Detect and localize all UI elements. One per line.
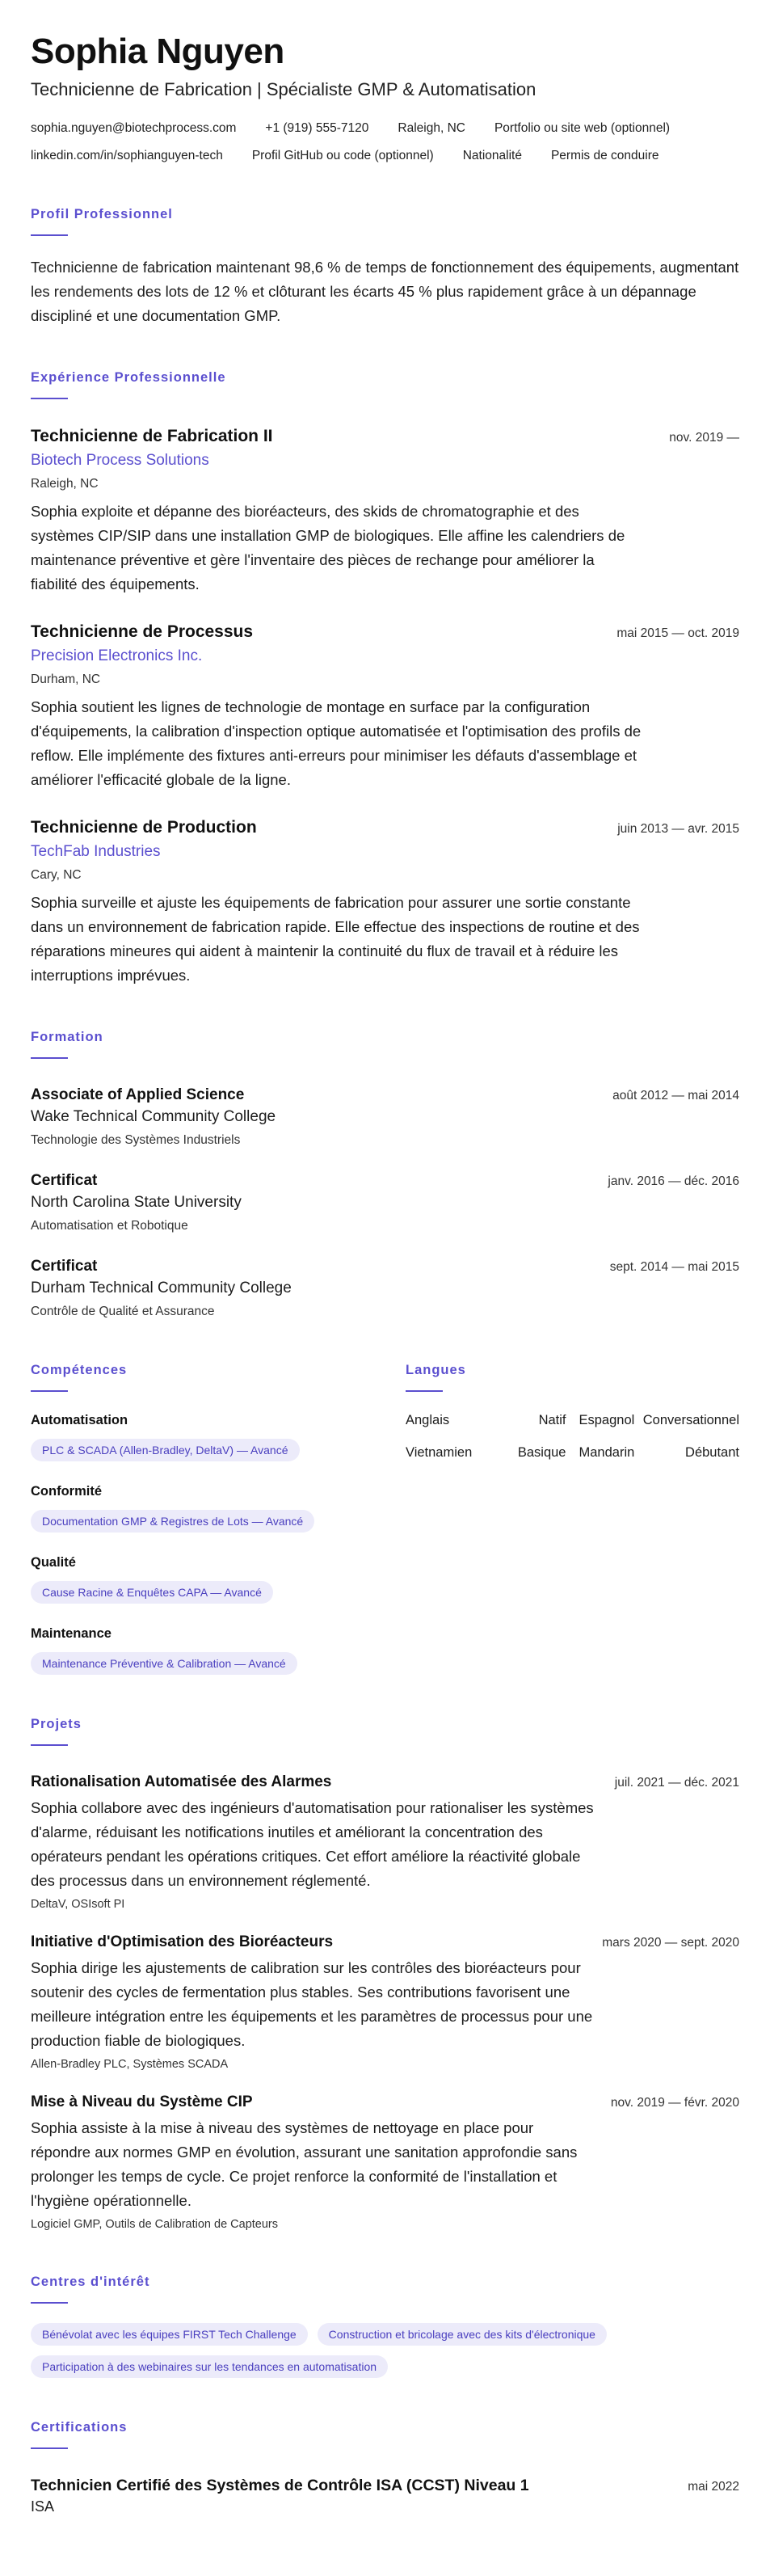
project-tech: Logiciel GMP, Outils de Calibration de Capteurs	[31, 2218, 279, 2231]
skill-category: Conformité	[31, 1484, 102, 1499]
language-level: Débutant	[685, 1445, 739, 1460]
section-divider	[31, 2447, 68, 2449]
section-title: Langues	[406, 1363, 466, 1377]
degree-title: Certificat	[31, 1258, 98, 1275]
field-of-study: Contrôle de Qualité et Assurance	[31, 1305, 215, 1318]
summary-text: Technicienne de fabrication maintenant 98,6 % de temps de fonctionnement des équipements, augmentant les rendements des lots de 12 % et clôturant les écarts 45 % plus rapidement grâce à un dépannage discipliné et une documentation GMP.	[31, 259, 739, 324]
section-divider	[31, 1744, 68, 1746]
language-name: Espagnol	[579, 1413, 635, 1427]
language-item	[579, 1444, 740, 1461]
field-of-study: Technologie des Systèmes Industriels	[31, 1133, 241, 1147]
school-name: Durham Technical Community College	[31, 1280, 292, 1296]
section-divider	[406, 1390, 443, 1392]
interests-section	[31, 2273, 739, 2378]
certification-issuer: ISA	[31, 2498, 55, 2515]
language-level: Basique	[517, 1445, 566, 1460]
experience-entry	[31, 621, 739, 792]
interest-chip: Bénévolat avec les équipes FIRST Tech Challenge	[31, 2323, 308, 2346]
company-name: Biotech Process Solutions	[31, 452, 209, 469]
section-title: Expérience Professionnelle	[31, 370, 226, 385]
education-dates: janv. 2016 — déc. 2016	[608, 1174, 739, 1188]
contact-email[interactable]: sophia.nguyen@biotechprocess.com	[31, 121, 237, 135]
project-name: Mise à Niveau du Système CIP	[31, 2093, 253, 2110]
skill-category: Maintenance	[31, 1626, 112, 1641]
education-entry	[31, 1085, 739, 1149]
job-description: Sophia surveille et ajuste les équipements de fabrication pour assurer une sortie constante dans un environnement de fabrication rapide. Elle effectue des inspections de routine et des réparations mineures qui aident à maintenir la continuité du flux de travail et à réduire les interruptions imprévues.	[31, 894, 640, 984]
section-title: Formation	[31, 1030, 103, 1044]
skill-group	[31, 1411, 378, 1461]
project-tech: Allen-Bradley PLC, Systèmes SCADA	[31, 2058, 229, 2071]
certification-name: Technicien Certifié des Systèmes de Contrôle ISA (CCST) Niveau 1	[31, 2477, 529, 2494]
language-item	[579, 1411, 740, 1429]
project-dates: nov. 2019 — févr. 2020	[610, 2096, 739, 2110]
section-title: Projets	[31, 1717, 82, 1731]
skill-category: Automatisation	[31, 1413, 128, 1427]
education-section	[31, 1028, 739, 1321]
experience-section	[31, 369, 739, 988]
education-dates: sept. 2014 — mai 2015	[609, 1260, 739, 1274]
job-location: Cary, NC	[31, 868, 82, 882]
contact-nationality: Nationalité	[462, 149, 522, 162]
project-entry	[31, 1932, 739, 2072]
section-title: Compétences	[31, 1363, 128, 1377]
project-dates: mars 2020 — sept. 2020	[602, 1936, 739, 1950]
certifications-section	[31, 2418, 739, 2517]
language-level: Conversationnel	[642, 1413, 739, 1427]
resume-header	[31, 31, 739, 165]
skill-chip: Cause Racine & Enquêtes CAPA — Avancé	[31, 1581, 273, 1604]
company-name: TechFab Industries	[31, 843, 161, 860]
contact-portfolio[interactable]: Portfolio ou site web (optionnel)	[494, 121, 671, 135]
job-title: Technicienne de Fabrication II	[31, 427, 273, 445]
projects-section	[31, 1715, 739, 2232]
skill-chip: PLC & SCADA (Allen-Bradley, DeltaV) — Avancé	[31, 1439, 300, 1461]
degree-title: Certificat	[31, 1172, 98, 1189]
section-divider	[31, 234, 68, 236]
language-list	[406, 1411, 739, 1461]
section-divider	[31, 1057, 68, 1059]
contact-phone[interactable]: +1 (919) 555-7120	[265, 121, 369, 135]
skill-category: Qualité	[31, 1555, 76, 1570]
contact-github[interactable]: Profil GitHub ou code (optionnel)	[251, 149, 434, 162]
education-entry	[31, 1256, 739, 1321]
languages-section	[406, 1361, 739, 1675]
school-name: Wake Technical Community College	[31, 1108, 276, 1125]
interest-chip: Construction et bricolage avec des kits d'électronique	[318, 2323, 607, 2346]
job-location: Durham, NC	[31, 672, 101, 686]
job-dates: juin 2013 — avr. 2015	[617, 822, 739, 836]
language-name: Mandarin	[579, 1445, 635, 1460]
contact-linkedin[interactable]: linkedin.com/in/sophianguyen-tech	[31, 149, 223, 162]
candidate-headline: Technicienne de Fabrication | Spécialiste GMP & Automatisation	[31, 79, 536, 99]
school-name: North Carolina State University	[31, 1194, 242, 1211]
job-title: Technicienne de Production	[31, 818, 257, 837]
section-divider	[31, 2302, 68, 2304]
project-entry	[31, 1772, 739, 1912]
job-location: Raleigh, NC	[31, 477, 99, 491]
skill-group	[31, 1482, 378, 1533]
skill-chip: Maintenance Préventive & Calibration — Avancé	[31, 1652, 297, 1675]
section-title: Profil Professionnel	[31, 207, 173, 221]
degree-title: Associate of Applied Science	[31, 1086, 245, 1103]
language-item	[406, 1411, 566, 1429]
section-title: Certifications	[31, 2420, 128, 2435]
summary-section	[31, 205, 739, 328]
contact-location: Raleigh, NC	[398, 121, 465, 135]
project-dates: juil. 2021 — déc. 2021	[614, 1776, 739, 1790]
project-description: Sophia assiste à la mise à niveau des systèmes de nettoyage en place pour répondre aux normes GMP en évolution, assurant une sanitation approfondie sans prolonger les temps de cycle. Ce projet renforce la conformité de l'installation et l'hygiène opérationnelle.	[31, 2119, 578, 2209]
skill-group	[31, 1554, 378, 1604]
language-name: Vietnamien	[406, 1445, 473, 1460]
project-entry	[31, 2092, 739, 2232]
section-divider	[31, 1390, 68, 1392]
project-tech: DeltaV, OSIsoft PI	[31, 1898, 125, 1911]
field-of-study: Automatisation et Robotique	[31, 1219, 188, 1233]
project-name: Initiative d'Optimisation des Bioréacteurs	[31, 1933, 334, 1950]
job-description: Sophia exploite et dépanne des bioréacteurs, des skids de chromatographie et des systèmes CIP/SIP dans une installation GMP de biologiques. Elle affine les calendriers de maintenance préventive et gère l'inventaire des pièces de rechange pour améliorer la fiabilité des équipements.	[31, 503, 625, 592]
contact-driving-license: Permis de conduire	[550, 149, 659, 162]
job-description: Sophia soutient les lignes de technologie de montage en surface par la configuration d'équipements, la calibration d'inspection optique automatisée et l'optimisation des profils de reflow. Elle implémente des fixtures anti-erreurs pour minimiser les défauts d'assemblage et améliorer l'efficacité globale de la ligne.	[31, 698, 642, 788]
job-dates: nov. 2019 —	[669, 431, 739, 445]
education-dates: août 2012 — mai 2014	[612, 1089, 739, 1102]
project-name: Rationalisation Automatisée des Alarmes	[31, 1773, 332, 1790]
interest-chip: Participation à des webinaires sur les tendances en automatisation	[31, 2355, 388, 2378]
section-divider	[31, 398, 68, 399]
experience-entry	[31, 816, 739, 988]
language-level: Natif	[538, 1413, 566, 1427]
skills-section	[31, 1361, 378, 1675]
certification-entry	[31, 2475, 739, 2517]
candidate-name: Sophia Nguyen	[31, 32, 284, 71]
company-name: Precision Electronics Inc.	[31, 647, 203, 664]
job-title: Technicienne de Processus	[31, 622, 254, 641]
experience-entry	[31, 425, 739, 597]
skills-languages-row	[31, 1361, 739, 1675]
skill-chip: Documentation GMP & Registres de Lots — Avancé	[31, 1510, 314, 1533]
contact-list	[31, 120, 709, 165]
education-entry	[31, 1170, 739, 1235]
language-name: Anglais	[406, 1413, 450, 1427]
language-item	[406, 1444, 566, 1461]
certification-date: mai 2022	[688, 2480, 739, 2494]
section-title: Centres d'intérêt	[31, 2275, 150, 2289]
project-description: Sophia dirige les ajustements de calibration sur les contrôles des bioréacteurs pour soutenir des cycles de fermentation plus stables. Ses contributions favorisent une meilleure intégration entre les équipements et les paramètres de processus pour une production fiable de biologiques.	[31, 1959, 593, 2049]
skill-group	[31, 1625, 378, 1675]
interest-list	[31, 2323, 726, 2378]
project-description: Sophia collabore avec des ingénieurs d'automatisation pour rationaliser les systèmes d'alarme, réduisant les notifications inutiles et améliorant la concentration des opérateurs pendant les opérations critiques. Cet effort améliore la réactivité globale des processus dans un environnement réglementé.	[31, 1799, 594, 1889]
job-dates: mai 2015 — oct. 2019	[616, 626, 739, 640]
